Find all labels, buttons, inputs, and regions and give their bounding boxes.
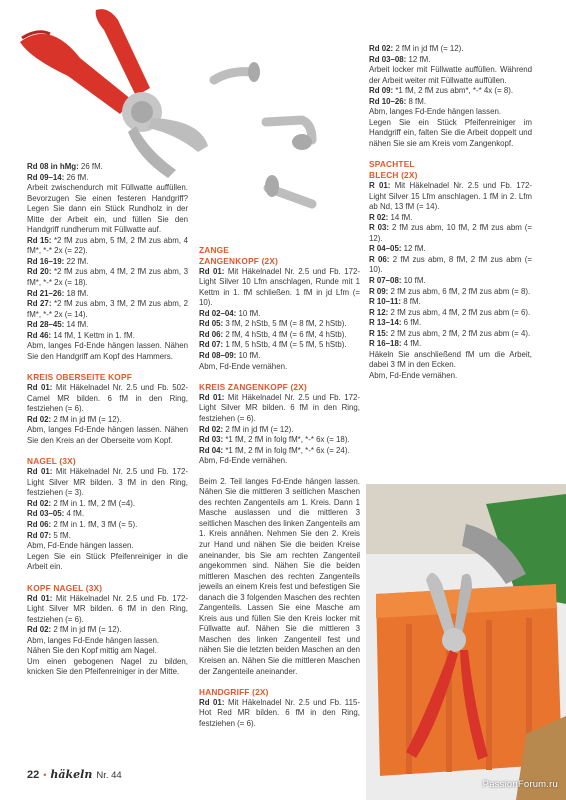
row-label: Rd 16–19: — [27, 256, 65, 266]
row-label: Rd 03–08: — [369, 54, 407, 64]
row-label: R 03: — [369, 223, 390, 233]
row-label: Rd 01: — [27, 593, 53, 603]
row-label: R 16–18: — [369, 339, 402, 349]
row-label: Rd 07: — [27, 530, 52, 540]
instruction-row — [27, 552, 188, 573]
row-label: Rd 28–45: — [27, 320, 65, 330]
row-text: Mit Häkelnadel Nr. 2.5 und Fb. 172-Light Silver 10 Lfm anschlagen, Runde mit 1 Kettm in 1. fM schließen. 1 fM in jd Lfm (= 10). — [199, 266, 360, 308]
instruction-row — [369, 297, 532, 308]
row-text: 8 fM. — [401, 297, 421, 307]
watermark: PassionForum.ru — [482, 779, 558, 790]
row-text: *2 fM zus abm, 3 fM, 2 fM zus abm, 2 fM*, *-* 2x (= 14). — [27, 299, 188, 319]
row-text: 3 fM, 2 hStb, 5 fM (= 8 fM, 2 hStb). — [223, 319, 347, 329]
row-label: Rd 46: — [27, 330, 52, 340]
instruction-row — [27, 594, 188, 626]
instruction-row — [199, 446, 360, 457]
row-label: Rd 01: — [199, 392, 225, 402]
row-label: Rd 02: — [27, 498, 52, 508]
instruction-row — [369, 97, 532, 108]
section-heading: ZANGE — [199, 245, 230, 255]
instruction-row — [27, 331, 188, 342]
instruction-row — [369, 181, 532, 213]
row-text: *1 fM, 2 fM in folg fM*, *-* 6x (= 24). — [223, 445, 350, 455]
row-text: 10 fM. — [401, 275, 426, 285]
row-text: 2 fM in 1. fM, 3 fM (= 5). — [51, 520, 138, 529]
instruction-row — [27, 499, 188, 510]
row-label: Rd 20: — [27, 267, 52, 277]
footer-bullet: • — [43, 770, 47, 780]
row-text: Abm, langes Fd-Ende hängen lassen. — [27, 635, 160, 645]
column-2 — [199, 245, 360, 730]
row-text: 2 fM in jd fM (= 12). — [393, 44, 464, 53]
page-footer — [27, 768, 122, 782]
row-text: Abm, Fd-Ende vernähen. — [369, 370, 458, 380]
row-text: 2 fM zus abm, 2 fM, 2 fM zus abm (= 4). — [388, 328, 531, 338]
row-label: Rd 02: — [369, 44, 394, 53]
row-text: 2 fM in jd fM (= 12). — [51, 414, 122, 424]
row-label: Rd 08–09: — [199, 350, 237, 360]
instruction-row — [27, 267, 188, 288]
row-text: Mit Häkelnadel Nr. 2.5 und Fb. 172-Light Silver 15 Lfm anschlagen. 1 fM in 2. Lfm ab Nd, 13 fM (= 14). — [369, 181, 532, 212]
row-text: 2 fM zus abm, 10 fM, 2 fM zus abm (= 12). — [369, 223, 533, 243]
row-label: R 10–11: — [369, 297, 402, 307]
row-text: 12 fM. — [401, 244, 426, 254]
row-text: 2 fM zus abm, 4 fM, 2 fM zus abm (= 6). — [388, 307, 531, 317]
row-text: 4 fM. — [401, 339, 422, 349]
instruction-row — [199, 340, 360, 351]
row-label: Rd 10–26: — [369, 96, 407, 106]
instruction-row — [27, 289, 188, 300]
instruction-row — [369, 329, 532, 340]
row-label: Rd 05: — [199, 319, 224, 329]
section-heading: NAGEL (3X) — [27, 456, 76, 467]
instruction-row — [27, 341, 188, 362]
instruction-row — [27, 236, 188, 257]
row-text: Abm, langes Fd-Ende hängen lassen. Nähen Sie den Handgriff am Kopf des Hammers. — [27, 341, 188, 361]
row-text: *1 fM, 2 fM zus abm*, *-* 4x (= 8). — [393, 86, 514, 96]
row-label: Rd 04: — [199, 445, 224, 455]
instruction-row — [369, 255, 532, 276]
row-label: R 12: — [369, 307, 389, 317]
instruction-row — [27, 531, 188, 542]
instruction-row — [27, 625, 188, 636]
instruction-row — [199, 425, 360, 436]
row-text: 2 fM zus abm, 8 fM, 2 fM zus abm (= 10). — [369, 254, 532, 275]
row-text: Legen Sie ein Stück Pfeifenreiniger im Handgriff ein, falten Sie die Arbeit doppelt und nähen Sie sie am Kreis vom Zangenkopf. — [369, 117, 532, 148]
row-text: Mit Häkelnadel Nr. 2.5 und Fb. 115-Hot Red MR bilden. 6 fM in den Ring, festziehen (= 6). — [199, 697, 360, 728]
toolbox-photo — [366, 484, 566, 800]
row-label: R 02: — [369, 212, 389, 222]
instruction-row — [369, 223, 532, 244]
row-text: 26 fM. — [78, 162, 103, 171]
row-text: 6 fM. — [401, 318, 422, 328]
issue-number: Nr. 44 — [96, 770, 122, 781]
row-text: Abm, langes Fd-Ende hängen lassen. Nähen Sie den Kreis an der Oberseite vom Kopf. — [27, 425, 188, 445]
instruction-row — [27, 541, 188, 552]
row-label: Rd 02: — [27, 414, 52, 424]
instruction-row — [27, 257, 188, 268]
row-label: Rd 07: — [199, 340, 224, 350]
instruction-row — [27, 162, 188, 173]
instruction-row — [27, 183, 188, 236]
section-heading: HANDGRIFF (2X) — [199, 687, 269, 698]
row-label: R 13–14: — [369, 318, 402, 328]
row-text: 2 fM in jd fM (= 12). — [51, 625, 122, 635]
row-text: 14 fM, 1 Kettm in 1. fM. — [51, 330, 135, 340]
row-label: Rd 01: — [27, 383, 53, 393]
instruction-row — [369, 339, 532, 350]
instruction-row — [27, 320, 188, 331]
row-text: Mit Häkelnadel Nr. 2.5 und Fb. 172-Light Silver MR bilden. 6 fM in den Ring, festziehen (= 6). — [199, 392, 360, 423]
row-text: Mit Häkelnadel Nr. 2.5 und Fb. 172-Light Silver MR bilden. 3 fM in den Ring, festziehen (= 3). — [27, 467, 188, 498]
instruction-row — [369, 55, 532, 66]
row-text: 1 fM, 5 hStb, 4 fM (= 5 fM, 5 hStb). — [223, 340, 347, 350]
instruction-row — [369, 371, 532, 382]
row-text: 26 fM. — [64, 172, 89, 182]
paragraph: Beim 2. Teil langes Fd-Ende hängen lassen. Nähen Sie die mittleren 3 seitlichen Maschen des rechten Zangenteils am 1. Kreis. Dann 1 Masche auslassen und die mittleren 3 seitlichen Maschen des linken Zangenteils am 1. Kreis annähen. Nehmen Sie den 2. Kreis zur Hand und nähen Sie die beiden Kreise aneinander, bis Sie am rechten Zangenteil angekommen sind. Nähen Sie die beiden mittleren Maschen des rechten Zangenteils jeweils an einem Kreis fest und befestigen Sie danach die 3 folgenden Maschen des rechten Zangenteils. Lassen Sie eine Masche am Kreis aus und füllen Sie den Kreis locker mit Füllwatte auf. Nähen Sie die mittleren 3 Maschen des linken Zangenteil fest und nähen Sie die letzten beiden Maschen an den Kreisen an. Nähen Sie die mittleren Maschen der Zangenteile aneinander. — [199, 476, 360, 676]
row-label: R 06: — [369, 254, 390, 264]
row-label: R 01: — [369, 181, 391, 191]
row-label: Rd 01: — [199, 697, 225, 707]
row-text: Abm, langes Fd-Ende hängen lassen. — [369, 107, 502, 117]
instruction-row — [27, 646, 188, 657]
instruction-row — [27, 425, 188, 446]
row-label: Rd 02–04: — [199, 308, 237, 318]
section-heading: KOPF NAGEL (3X) — [27, 582, 103, 593]
instruction-row — [199, 309, 360, 320]
instruction-row — [27, 299, 188, 320]
row-text: Arbeit zwischendurch mit Füllwatte auffüllen. Bevorzugen Sie einen festeren Handgriff? Legen Sie dann ein Stück Rundholz in der Mitte der Arbeit ein, und füllen Sie den Handgriff rundherum mit Füllwatte auf. — [27, 183, 188, 235]
instruction-row — [199, 435, 360, 446]
column-1 — [27, 162, 188, 678]
row-label: R 15: — [369, 328, 389, 338]
row-text: 2 fM in jd fM (= 12). — [223, 424, 294, 434]
instruction-row — [199, 319, 360, 330]
row-text: 2 fM zus abm, 6 fM, 2 fM zus abm (= 8). — [388, 286, 531, 296]
section-heading: SPACHTEL — [369, 159, 415, 170]
row-label: Rd 02: — [199, 424, 224, 434]
row-text: Häkeln Sie anschließend fM um die Arbeit, dabei 3 fM in den Ecken. — [369, 349, 532, 370]
instruction-row — [199, 393, 360, 425]
instruction-row — [369, 350, 532, 371]
row-label: Rd 02: — [27, 625, 52, 635]
row-label: Rd 09: — [369, 86, 394, 96]
instruction-row — [369, 276, 532, 287]
row-label: Rd 15: — [27, 235, 52, 245]
instruction-row — [27, 467, 188, 499]
instruction-row — [27, 509, 188, 520]
row-text: 2 fM in 1. fM, 2 fM (=4). — [51, 498, 136, 508]
instruction-row — [369, 107, 532, 118]
row-text: 22 fM. — [64, 256, 89, 266]
section-heading: ZANGENKOPF (2X) — [199, 255, 279, 266]
section-heading: KREIS OBERSEITE KOPF — [27, 372, 132, 383]
row-text: Nähen Sie den Kopf mittig am Nagel. — [27, 646, 157, 656]
instruction-row — [27, 383, 188, 415]
instruction-row — [199, 351, 360, 362]
row-text: 14 fM. — [388, 212, 413, 222]
row-label: Rd 06: — [199, 329, 224, 339]
instruction-row — [27, 173, 188, 184]
section-heading: KREIS ZANGENKOPF (2X) — [199, 382, 307, 393]
instruction-row — [369, 213, 532, 224]
row-text: Arbeit locker mit Füllwatte auffüllen. Während der Arbeit weiter mit Füllwatte auffüllen. — [369, 65, 532, 85]
row-text: 2 fM, 4 hStb, 4 fM (= 6 fM, 4 hStb). — [223, 329, 347, 339]
row-text: 4 fM. — [64, 509, 85, 519]
instruction-row — [27, 415, 188, 426]
row-label: R 09: — [369, 286, 389, 296]
instruction-row — [27, 520, 188, 531]
row-label: Rd 03: — [199, 435, 224, 445]
magazine-logo: häkeln — [50, 768, 93, 781]
row-text: 12 fM. — [406, 54, 431, 64]
instruction-row — [369, 308, 532, 319]
row-text: *1 fM, 2 fM in folg fM*, *-* 6x (= 18). — [223, 435, 350, 445]
instruction-row — [199, 698, 360, 730]
instruction-row — [27, 657, 188, 678]
row-label: R 07–08: — [369, 275, 402, 285]
row-text: 8 fM. — [406, 96, 427, 106]
instruction-row — [369, 318, 532, 329]
instruction-row — [369, 118, 532, 150]
column-3 — [369, 44, 532, 381]
row-label: Rd 01: — [199, 266, 225, 276]
instruction-row — [369, 287, 532, 298]
row-text: *2 fM zus abm, 5 fM, 2 fM zus abm, 4 fM*, *-* 2x (= 22). — [27, 235, 188, 256]
section-heading: BLECH (2X) — [369, 170, 418, 181]
row-label: R 04–05: — [369, 244, 402, 254]
page-number: 22 — [27, 769, 40, 781]
instruction-row — [369, 65, 532, 86]
row-label: Rd 03–05: — [27, 509, 65, 519]
instruction-row — [199, 267, 360, 309]
instruction-row — [199, 330, 360, 341]
row-text: Abm, Fd-Ende vernähen. — [199, 456, 288, 466]
row-text: Mit Häkelnadel Nr. 2.5 und Fb. 502-Camel MR bilden. 6 fM in den Ring, festziehen (= 6). — [27, 383, 188, 414]
row-label: Rd 08 in hMg: — [27, 162, 79, 171]
row-label: Rd 27: — [27, 299, 52, 309]
instruction-row — [199, 456, 360, 467]
row-label: Rd 21–26: — [27, 288, 65, 298]
row-text: *2 fM zus abm, 4 fM, 2 fM zus abm, 3 fM*, *-* 2x (= 18). — [27, 267, 188, 288]
row-label: Rd 09–14: — [27, 172, 65, 182]
row-text: 10 fM. — [236, 350, 261, 360]
row-text: Abm, Fd-Ende vernähen. — [199, 361, 288, 371]
row-text: 14 fM. — [64, 320, 89, 330]
row-text: Mit Häkelnadel Nr. 2.5 und Fb. 172-Light Silver MR bilden. 6 fM in den Ring, festziehen (= 6). — [27, 593, 188, 624]
instruction-row — [27, 636, 188, 647]
row-text: Legen Sie ein Stück Pfeifenreiniger in die Arbeit ein. — [27, 551, 188, 572]
instruction-row — [199, 362, 360, 373]
row-text: 10 fM. — [236, 308, 261, 318]
row-text: 18 fM. — [64, 288, 89, 298]
row-label: Rd 06: — [27, 520, 52, 529]
row-text: 5 fM. — [51, 530, 71, 540]
instruction-row — [369, 86, 532, 97]
row-text: Um einen gebogenen Nagel zu bilden, knicken Sie den Pfeifenreiniger in der Mitte. — [27, 656, 188, 677]
instruction-row — [369, 44, 532, 55]
row-label: Rd 01: — [27, 467, 53, 477]
row-text: Abm, Fd-Ende hängen lassen. — [27, 541, 134, 551]
instruction-row — [369, 244, 532, 255]
